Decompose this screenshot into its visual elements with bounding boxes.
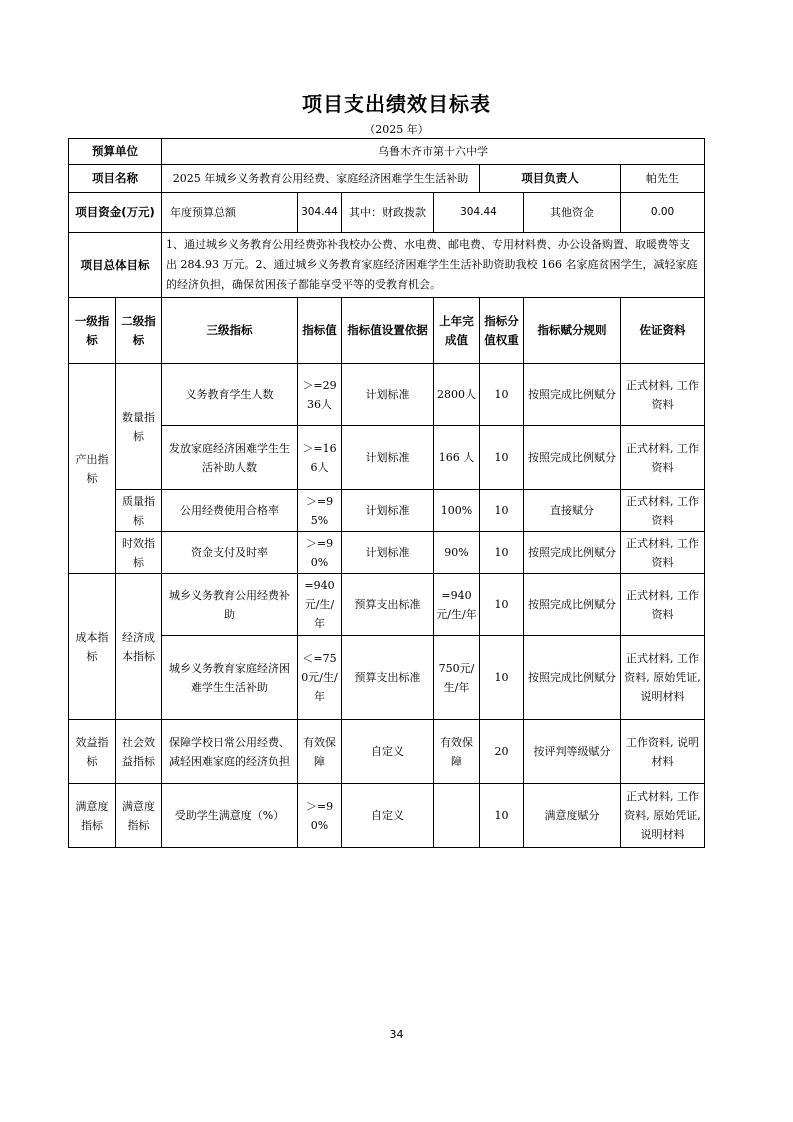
- indicator-evidence: 正式材料, 工作资料: [621, 364, 705, 426]
- annual-budget-value: 304.44: [298, 193, 342, 233]
- group-economic-cost: 经济成本指标: [116, 574, 162, 720]
- indicator-evidence: 正式材料, 工作资料, 原始凭证, 说明材料: [621, 784, 705, 848]
- indicator-rule: 按照完成比例赋分: [524, 636, 621, 720]
- col-header: 二级指标: [116, 298, 162, 364]
- indicator-weight: 10: [480, 532, 524, 574]
- group-social-benefit: 社会效益指标: [116, 720, 162, 784]
- indicator-weight: 10: [480, 426, 524, 490]
- indicator-name: 义务教育学生人数: [162, 364, 298, 426]
- indicator-value: ＞=90%: [298, 532, 342, 574]
- indicator-basis: 计划标准: [342, 532, 434, 574]
- group-timeliness: 时效指标: [116, 532, 162, 574]
- indicator-last: 90%: [434, 532, 480, 574]
- indicator-value: ＞=166人: [298, 426, 342, 490]
- col-header: 指标分值权重: [480, 298, 524, 364]
- indicator-basis: 自定义: [342, 784, 434, 848]
- indicator-value: ＞=90%: [298, 784, 342, 848]
- indicator-basis: 预算支出标准: [342, 574, 434, 636]
- indicator-last: 2800人: [434, 364, 480, 426]
- group-satisfaction: 满意度指标: [69, 784, 116, 848]
- unit-value: 乌鲁木齐市第十六中学: [162, 139, 705, 165]
- indicator-value: ＞=2936人: [298, 364, 342, 426]
- col-header: 佐证资料: [621, 298, 705, 364]
- table-row: [69, 532, 705, 574]
- indicator-weight: 20: [480, 720, 524, 784]
- indicator-rule: 满意度赋分: [524, 784, 621, 848]
- indicator-evidence: 正式材料, 工作资料: [621, 490, 705, 532]
- indicator-basis: 计划标准: [342, 426, 434, 490]
- objective-row: [69, 233, 705, 298]
- fiscal-label: 其中：财政拨款: [342, 193, 434, 233]
- indicator-last: [434, 784, 480, 848]
- table-row: [69, 364, 705, 426]
- project-name-value: 2025 年城乡义务教育公用经费、家庭经济困难学生生活补助: [162, 165, 480, 193]
- indicator-rule: 按照完成比例赋分: [524, 574, 621, 636]
- table-row: [69, 490, 705, 532]
- indicator-name: 公用经费使用合格率: [162, 490, 298, 532]
- table-row: [69, 426, 705, 490]
- group-quantity: 数量指标: [116, 364, 162, 490]
- indicator-name: 城乡义务教育公用经费补助: [162, 574, 298, 636]
- indicator-name: 资金支付及时率: [162, 532, 298, 574]
- fund-label: 项目资金(万元): [69, 193, 162, 233]
- indicator-evidence: 正式材料, 工作资料: [621, 574, 705, 636]
- indicator-value: 有效保障: [298, 720, 342, 784]
- indicator-value: ＜=750元/生/年: [298, 636, 342, 720]
- leader-value: 帕先生: [621, 165, 705, 193]
- group-benefit: 效益指标: [69, 720, 116, 784]
- indicator-weight: 10: [480, 636, 524, 720]
- indicator-evidence: 正式材料, 工作资料: [621, 426, 705, 490]
- fiscal-value: 304.44: [434, 193, 524, 233]
- annual-budget-label: 年度预算总额: [162, 193, 298, 233]
- page-number: 34: [389, 1028, 404, 1041]
- objective-label: 项目总体目标: [69, 233, 162, 298]
- indicator-rule: 按照完成比例赋分: [524, 532, 621, 574]
- indicator-last: 100%: [434, 490, 480, 532]
- group-satisfaction-2: 满意度指标: [116, 784, 162, 848]
- year-label: （2025 年）: [364, 123, 429, 136]
- indicator-basis: 预算支出标准: [342, 636, 434, 720]
- objective-text: 1、通过城乡义务教育公用经费弥补我校办公费、水电费、邮电费、专用材料费、办公设备购置、取暖费等支出 284.93 万元。2、通过城乡义务教育家庭经济困难学生生活补助资助我校 166 名家庭贫困学生，减轻家庭的经济负担，确保贫困孩子都能享受平等的受教育机会。: [162, 233, 705, 298]
- leader-label: 项目负责人: [480, 165, 621, 193]
- other-funds-label: 其他资金: [524, 193, 621, 233]
- indicator-value: =940元/生/年: [298, 574, 342, 636]
- col-header: 三级指标: [162, 298, 298, 364]
- col-header: 指标赋分规则: [524, 298, 621, 364]
- indicator-evidence: 工作资料, 说明材料: [621, 720, 705, 784]
- fund-row: [69, 193, 705, 233]
- indicator-last: 166 人: [434, 426, 480, 490]
- indicator-basis: 计划标准: [342, 490, 434, 532]
- table-row: [69, 720, 705, 784]
- name-row: [69, 165, 705, 193]
- indicator-value: ＞=95%: [298, 490, 342, 532]
- unit-label: 预算单位: [69, 139, 162, 165]
- indicator-basis: 计划标准: [342, 364, 434, 426]
- performance-table: [68, 138, 705, 848]
- group-cost: 成本指标: [69, 574, 116, 720]
- indicator-evidence: 正式材料, 工作资料, 原始凭证, 说明材料: [621, 636, 705, 720]
- indicator-name: 受助学生满意度（%）: [162, 784, 298, 848]
- indicator-weight: 10: [480, 364, 524, 426]
- indicator-weight: 10: [480, 490, 524, 532]
- table-row: [69, 784, 705, 848]
- page-title: 项目支出绩效目标表: [302, 92, 491, 116]
- table-row: [69, 636, 705, 720]
- col-header: 上年完成值: [434, 298, 480, 364]
- indicator-last: 有效保障: [434, 720, 480, 784]
- indicator-weight: 10: [480, 574, 524, 636]
- indicator-evidence: 正式材料, 工作资料: [621, 532, 705, 574]
- indicator-name: 发放家庭经济困难学生生活补助人数: [162, 426, 298, 490]
- group-quality: 质量指标: [116, 490, 162, 532]
- col-header: 指标值设置依据: [342, 298, 434, 364]
- other-funds-value: 0.00: [621, 193, 705, 233]
- indicator-name: 保障学校日常公用经费、减轻困难家庭的经济负担: [162, 720, 298, 784]
- column-header-row: [69, 298, 705, 364]
- indicator-last: 750元/生/年: [434, 636, 480, 720]
- table-row: [69, 574, 705, 636]
- indicator-rule: 按照完成比例赋分: [524, 426, 621, 490]
- indicator-rule: 按评判等级赋分: [524, 720, 621, 784]
- project-name-label: 项目名称: [69, 165, 162, 193]
- col-header: 一级指标: [69, 298, 116, 364]
- indicator-name: 城乡义务教育家庭经济困难学生生活补助: [162, 636, 298, 720]
- indicator-weight: 10: [480, 784, 524, 848]
- indicator-basis: 自定义: [342, 720, 434, 784]
- indicator-rule: 直接赋分: [524, 490, 621, 532]
- unit-row: [69, 139, 705, 165]
- col-header: 指标值: [298, 298, 342, 364]
- indicator-last: =940元/生/年: [434, 574, 480, 636]
- group-output: 产出指标: [69, 364, 116, 574]
- indicator-rule: 按照完成比例赋分: [524, 364, 621, 426]
